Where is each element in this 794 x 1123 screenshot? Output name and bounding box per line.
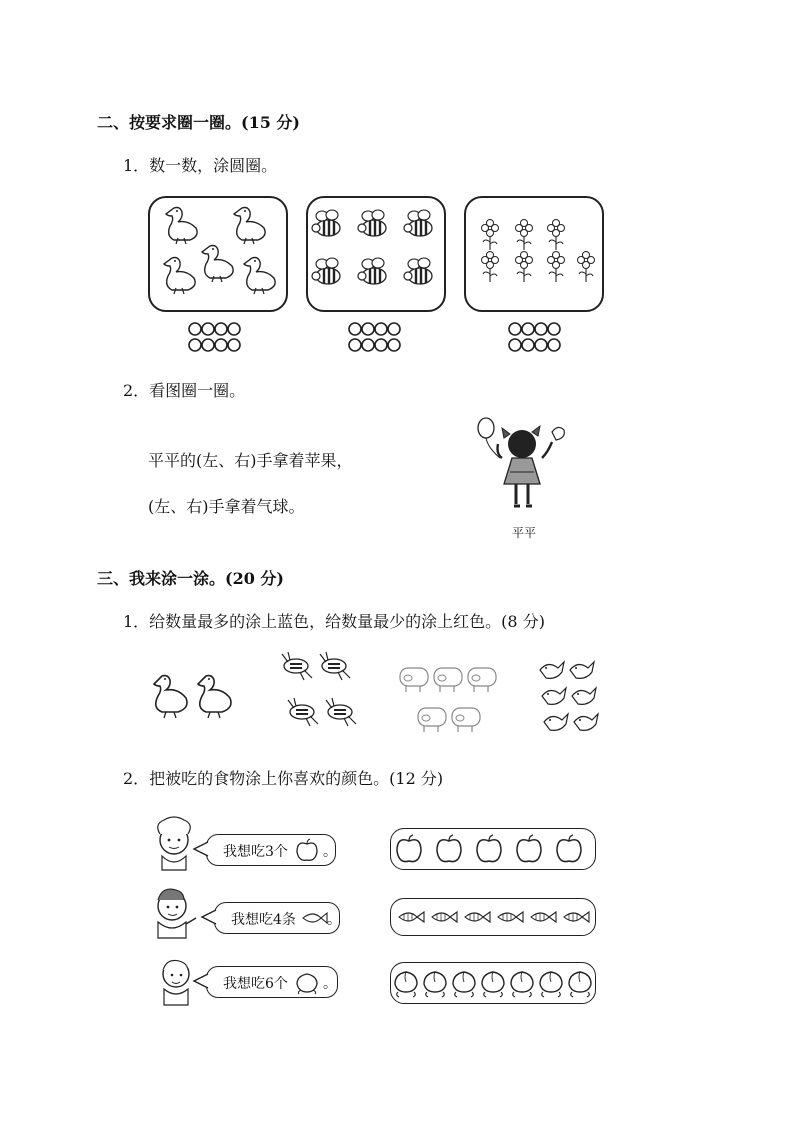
bubble-tail xyxy=(192,840,208,858)
period: 。 xyxy=(323,976,337,992)
goose-group xyxy=(150,198,286,310)
question-3-2: 2．把被吃的食物涂上你喜欢的颜色。(12 分) xyxy=(123,769,444,788)
girl-apple-sentence[interactable]: 平平的(左、右)手拿着苹果， xyxy=(148,451,353,470)
piglet-icon[interactable] xyxy=(434,668,462,692)
speech-bubble-3 xyxy=(206,966,338,998)
bee-icon xyxy=(312,210,340,236)
bird-icon[interactable] xyxy=(572,688,596,704)
child-girl-1 xyxy=(148,816,198,876)
peach-icon[interactable] xyxy=(424,972,446,997)
answer-circles-bee[interactable] xyxy=(348,322,406,354)
bee-group xyxy=(308,198,444,310)
goose-icon xyxy=(244,258,275,295)
piglet-icon[interactable] xyxy=(418,708,446,732)
goose-icon xyxy=(202,246,233,283)
section-3-title: 三、我来涂一涂。(20 分) xyxy=(97,569,284,588)
girl-balloon-sentence[interactable]: (左、右)手拿着气球。 xyxy=(148,497,305,516)
piglet-icon[interactable] xyxy=(400,668,428,692)
speech-text: 我想吃4条 xyxy=(231,912,296,928)
flower-icon xyxy=(548,252,565,283)
bee-icon xyxy=(404,210,432,236)
flower-icon xyxy=(578,252,595,283)
child-boy-1 xyxy=(148,884,200,944)
balloon-icon xyxy=(478,418,494,438)
bubble-tail xyxy=(200,908,216,926)
speech-text: 我想吃3个 xyxy=(223,844,288,860)
peach-icon xyxy=(295,970,319,994)
period: 。 xyxy=(327,912,341,928)
crayfish-icon[interactable] xyxy=(326,698,356,726)
piglet-icon[interactable] xyxy=(452,708,480,732)
apple-icon[interactable] xyxy=(437,835,461,862)
bird-icon[interactable] xyxy=(544,714,568,730)
bird-icon[interactable] xyxy=(570,662,594,678)
flower-icon xyxy=(482,252,499,283)
answer-circles-flower[interactable] xyxy=(508,322,566,354)
speech-text: 我想吃6个 xyxy=(223,976,288,992)
flower-icon xyxy=(548,220,565,251)
flower-icon xyxy=(516,252,533,283)
bee-count-box xyxy=(306,196,446,312)
fish-icon xyxy=(301,912,327,924)
apple-row-box xyxy=(390,828,596,870)
question-3-1: 1．给数量最多的涂上蓝色，给数量最少的涂上红色。(8 分) xyxy=(123,612,545,631)
circle-grid xyxy=(348,322,406,354)
bubble-tail xyxy=(192,972,208,990)
section-2-title: 二、按要求圈一圈。(15 分) xyxy=(97,113,300,132)
fish-icon[interactable] xyxy=(498,912,523,922)
speech-bubble-2 xyxy=(214,902,340,934)
girl-label: 平平 xyxy=(512,526,537,540)
apple-icon[interactable] xyxy=(477,835,501,862)
peach-icon[interactable] xyxy=(395,972,417,997)
period: 。 xyxy=(323,844,337,860)
girl-pingping-illustration xyxy=(474,414,574,540)
question-2-1: 1．数一数，涂圆圈。 xyxy=(123,156,278,175)
apple-icon[interactable] xyxy=(557,835,581,862)
fish-icon[interactable] xyxy=(432,912,457,922)
peach-icon[interactable] xyxy=(453,972,475,997)
fish-icon[interactable] xyxy=(531,912,556,922)
apple-icon xyxy=(295,839,319,861)
flower-group xyxy=(466,198,602,310)
answer-circles-goose[interactable] xyxy=(188,322,246,354)
fish-row-box xyxy=(390,898,596,936)
circle-grid xyxy=(188,322,246,354)
bee-icon xyxy=(358,210,386,236)
goose-icon xyxy=(166,208,197,245)
speech-bubble-1 xyxy=(206,834,336,866)
fish-icon[interactable] xyxy=(465,912,490,922)
bee-icon xyxy=(312,258,340,284)
peach-icon[interactable] xyxy=(540,972,562,997)
goose-icon xyxy=(234,208,265,245)
apple-icon[interactable] xyxy=(397,835,421,862)
apple-icon[interactable] xyxy=(517,835,541,862)
goose-icon xyxy=(164,258,195,295)
goose-count-box xyxy=(148,196,288,312)
peach-row-box xyxy=(390,962,596,1004)
goose-icon[interactable] xyxy=(154,676,187,719)
crayfish-icon[interactable] xyxy=(320,652,350,680)
peach-icon[interactable] xyxy=(511,972,533,997)
crayfish-icon[interactable] xyxy=(288,698,318,726)
circle-grid xyxy=(508,322,566,354)
question-2-2: 2．看图圈一圈。 xyxy=(123,381,246,400)
bee-icon xyxy=(358,258,386,284)
flower-icon xyxy=(482,220,499,251)
flower-count-box xyxy=(464,196,604,312)
peach-icon[interactable] xyxy=(569,972,591,997)
crayfish-icon[interactable] xyxy=(282,652,312,680)
fish-icon[interactable] xyxy=(399,912,424,922)
goose-icon[interactable] xyxy=(198,676,231,719)
bird-icon[interactable] xyxy=(542,688,566,704)
peach-icon[interactable] xyxy=(482,972,504,997)
bee-icon xyxy=(404,258,432,284)
animal-groups xyxy=(146,648,616,748)
bird-icon[interactable] xyxy=(540,662,564,678)
apple-icon xyxy=(552,427,564,440)
fish-icon[interactable] xyxy=(564,912,589,922)
piglet-icon[interactable] xyxy=(468,668,496,692)
bird-icon[interactable] xyxy=(574,714,598,730)
flower-icon xyxy=(516,220,533,251)
